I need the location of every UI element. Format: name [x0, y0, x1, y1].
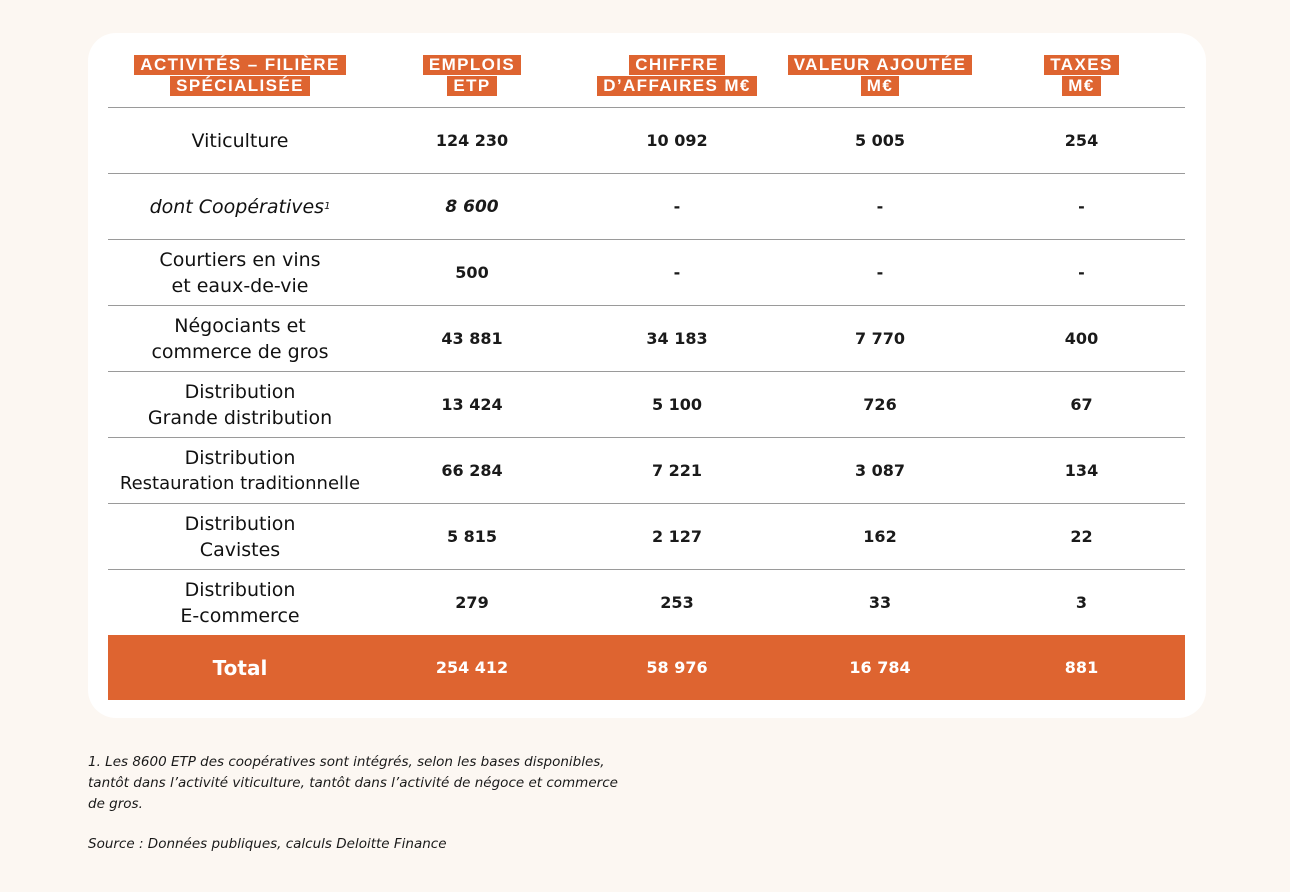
cell-emplois: 5 815 — [446, 527, 498, 546]
header-valeur — [782, 44, 978, 107]
cell-valeur: 726 — [863, 395, 897, 414]
header-emplois-line1: EMPLOIS — [423, 55, 521, 75]
cell-taxes: 400 — [1064, 329, 1099, 348]
row-label-line: Distribution — [184, 578, 296, 601]
table-row — [108, 504, 1185, 570]
row-label-line: Négociants et — [174, 314, 306, 337]
row-label — [108, 570, 372, 635]
source-note: Source : Données publiques, calculs Deloitte Finance — [88, 836, 447, 852]
header-activites — [108, 44, 372, 107]
cell-valeur: - — [876, 197, 884, 216]
cell-chiffre: - — [673, 197, 681, 216]
table-row — [108, 240, 1185, 306]
header-chiffre-line2: D’AFFAIRES M€ — [597, 76, 757, 96]
row-label — [108, 438, 372, 503]
row-label-line: commerce de gros — [151, 340, 329, 363]
cell-taxes: 3 — [1075, 593, 1088, 612]
total-row — [108, 635, 1185, 700]
cell-taxes: 22 — [1070, 527, 1093, 546]
header-chiffre-line1: CHIFFRE — [629, 55, 724, 75]
cell-valeur: 3 087 — [854, 461, 906, 480]
row-label — [108, 504, 372, 569]
cell-chiffre: 2 127 — [651, 527, 703, 546]
cell-chiffre: 7 221 — [651, 461, 703, 480]
total-valeur: 16 784 — [849, 658, 911, 677]
table-row — [108, 438, 1185, 504]
row-label — [108, 306, 372, 371]
cell-chiffre: 34 183 — [646, 329, 708, 348]
footnote — [88, 752, 688, 815]
cell-valeur: 5 005 — [854, 131, 906, 150]
row-label-line: et eaux-de-vie — [171, 274, 309, 297]
cell-chiffre: - — [673, 263, 681, 282]
table-row — [108, 306, 1185, 372]
cell-chiffre: 5 100 — [651, 395, 703, 414]
cell-emplois: 43 881 — [441, 329, 503, 348]
table-row — [108, 372, 1185, 438]
data-table — [108, 44, 1185, 700]
row-label-line: E-commerce — [180, 604, 300, 627]
cell-valeur: 162 — [863, 527, 897, 546]
row-label-line: Restauration traditionnelle — [119, 472, 361, 494]
cell-chiffre: 10 092 — [646, 131, 708, 150]
row-label-line: Cavistes — [199, 538, 281, 561]
table-row — [108, 174, 1185, 240]
row-label-line: Distribution — [184, 380, 296, 403]
row-label — [108, 108, 372, 173]
total-emplois: 254 412 — [435, 658, 509, 677]
cell-emplois: 124 230 — [435, 131, 509, 150]
cell-taxes: 67 — [1070, 395, 1093, 414]
cell-taxes: 134 — [1064, 461, 1099, 480]
cell-valeur: - — [876, 263, 884, 282]
table-header — [108, 44, 1185, 108]
total-chiffre: 58 976 — [646, 658, 708, 677]
cell-emplois: 500 — [455, 263, 489, 282]
footnote-line: tantôt dans l’activité viticulture, tantôt dans l’activité de négoce et commerce — [88, 775, 618, 791]
row-label-line: Distribution — [184, 512, 296, 535]
cell-chiffre: 253 — [660, 593, 694, 612]
cell-emplois: 66 284 — [441, 461, 503, 480]
header-chiffre — [572, 44, 782, 107]
cell-valeur: 33 — [868, 593, 892, 612]
cell-valeur: 7 770 — [854, 329, 906, 348]
header-emplois-line2: ETP — [447, 76, 496, 96]
cell-taxes: 254 — [1064, 131, 1099, 150]
header-activites-line2: SPÉCIALISÉE — [170, 76, 310, 96]
cell-emplois: 279 — [455, 593, 489, 612]
row-label-line: Viticulture — [191, 129, 289, 152]
row-label-line: Courtiers en vins — [159, 248, 321, 271]
header-activites-line1: ACTIVITÉS – FILIÈRE — [134, 55, 345, 75]
cell-taxes: - — [1078, 197, 1085, 216]
header-taxes — [978, 44, 1185, 107]
row-label-line: Distribution — [184, 446, 296, 469]
row-label — [108, 372, 372, 437]
cell-emplois: 13 424 — [441, 395, 503, 414]
footnote-line: 1. Les 8600 ETP des coopératives sont intégrés, selon les bases disponibles, — [88, 754, 605, 770]
table-row — [108, 570, 1185, 635]
total-label: Total — [212, 655, 268, 680]
header-emplois — [372, 44, 572, 107]
row-label: dont Coopératives 1 — [149, 195, 331, 218]
row-label-line: dont Coopératives — [149, 195, 325, 218]
cell-taxes: - — [1078, 263, 1085, 282]
header-taxes-line2: M€ — [1062, 76, 1100, 96]
row-label — [108, 240, 372, 305]
header-valeur-line2: M€ — [861, 76, 899, 96]
row-label-line: Grande distribution — [147, 406, 333, 429]
total-taxes: 881 — [1064, 658, 1099, 677]
cell-emplois: 8 600 — [445, 196, 499, 217]
header-taxes-line1: TAXES — [1044, 55, 1118, 75]
footnote-line: de gros. — [88, 796, 143, 812]
header-valeur-line1: VALEUR AJOUTÉE — [788, 55, 973, 75]
table-row — [108, 108, 1185, 174]
